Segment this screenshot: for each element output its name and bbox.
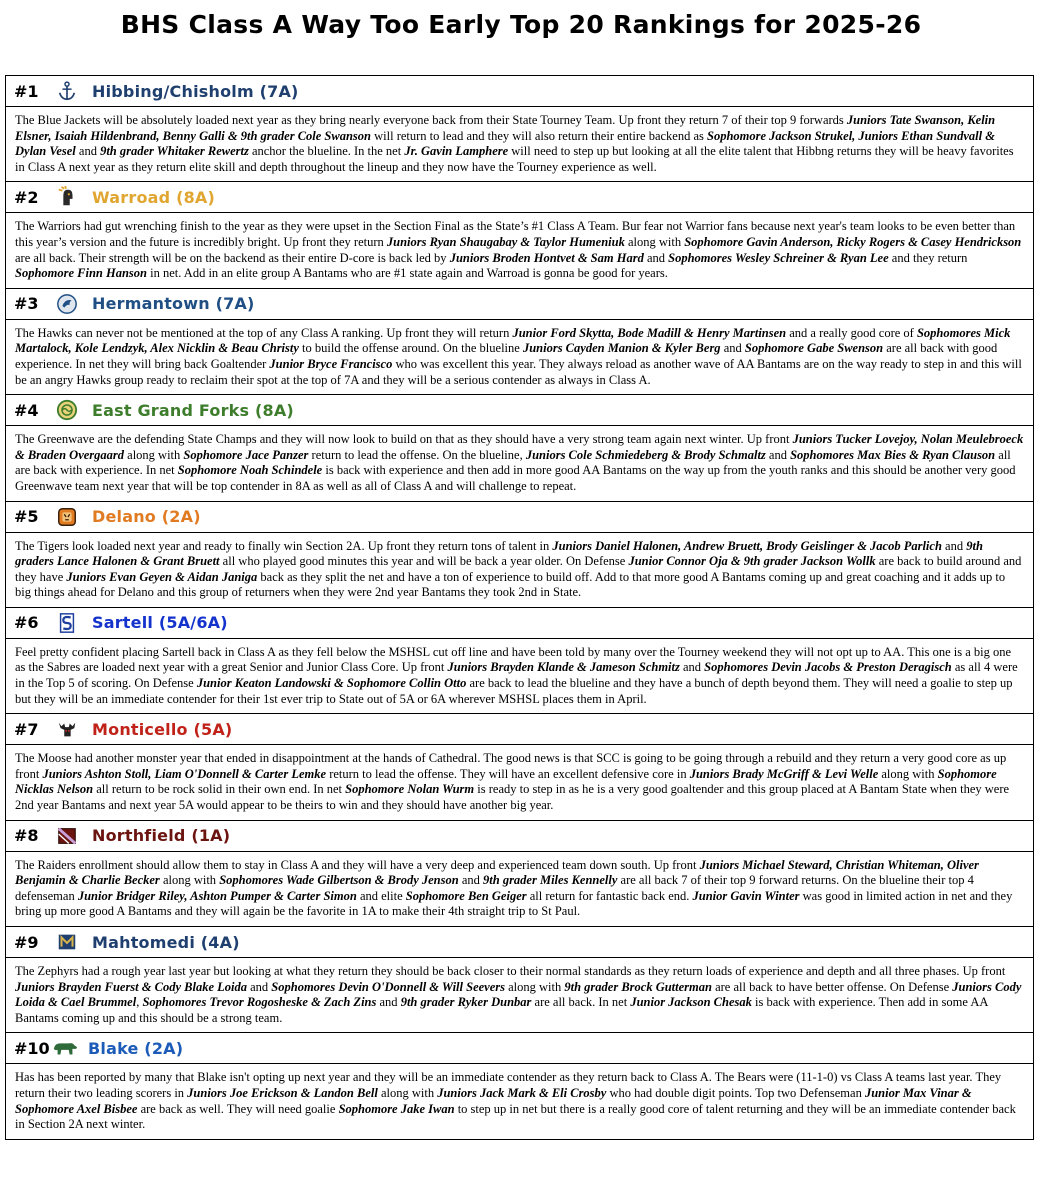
player-names: Juniors Jack Mark & Eli Crosby bbox=[437, 1085, 607, 1100]
player-names: Sophomore Finn Hanson bbox=[15, 266, 147, 281]
player-names: Sophomores Devin Jacobs & Preston Deragisch bbox=[704, 660, 952, 675]
team-header-5 bbox=[6, 502, 1033, 533]
player-names: Junior Bryce Francisco bbox=[269, 356, 393, 371]
player-names: Sophomore Jake Iwan bbox=[338, 1101, 455, 1116]
player-names: Sophomore Jackson Strukel, Juniors Ethan Sundvall & Dylan Vesel bbox=[15, 128, 995, 159]
rank-number: #5 bbox=[14, 507, 39, 526]
text-segment: return to lead the offense. On the blueline, bbox=[308, 447, 526, 462]
text-segment: and bbox=[376, 995, 401, 1010]
text-segment: The Hawks can never not be mentioned at the top of any Class A ranking. Up front they will return bbox=[15, 325, 513, 340]
rank-number: #1 bbox=[14, 81, 39, 101]
team-name: East Grand Forks (8A) bbox=[92, 400, 294, 420]
team-description-4 bbox=[6, 426, 1033, 501]
text-segment: , bbox=[136, 995, 143, 1010]
anchor-icon bbox=[56, 80, 78, 102]
player-names: Juniors Cayden Manion & Kyler Berg bbox=[522, 341, 721, 356]
text-segment: anchor the blueline. In the net bbox=[248, 144, 405, 159]
player-names: Junior Keaton Landowski & Sophomore Collin Otto bbox=[196, 676, 467, 691]
team-description-10 bbox=[6, 1064, 1033, 1139]
text-segment: are all back. Their strength will be on the backend as their entire D-core is back led by bbox=[15, 250, 450, 265]
rank-number: #3 bbox=[14, 294, 39, 314]
text-segment: and bbox=[941, 538, 967, 553]
text-segment: and bbox=[765, 447, 791, 462]
text-segment: along with bbox=[624, 234, 685, 249]
text-segment: in net. Add in an elite group A Bantams who are #1 state again and Warroad is gonna be good for years. bbox=[147, 266, 668, 281]
player-names: Junior Gavin Winter bbox=[692, 888, 800, 903]
zephyr-m-icon bbox=[56, 931, 78, 953]
text-segment: are all back 7 of their top 9 forward returns. On the blueline their top 4 defenseman bbox=[15, 873, 974, 903]
player-names: Juniors Broden Hontvet & Sam Hard bbox=[449, 250, 644, 265]
text-segment: return to lead the offense. They will have an excellent defensive core in bbox=[326, 766, 690, 781]
rank-number: #4 bbox=[14, 400, 39, 420]
text-segment: who had double digit points. Top two Defenseman bbox=[606, 1085, 865, 1100]
player-names: Juniors Cody Loida & Cael Brummel bbox=[15, 979, 1022, 1010]
text-segment: are back as well. They will need goalie bbox=[137, 1101, 339, 1116]
text-segment: and a really good core of bbox=[786, 325, 917, 340]
player-names: Juniors Brayden Klande & Jameson Schmitz bbox=[447, 660, 680, 675]
player-names: Juniors Evan Geyen & Aidan Janiga bbox=[66, 569, 258, 584]
text-segment: The Zephyrs had a rough year last year but looking at what they return they should be back closer to their normal standards as they return loads of experience and depth and all three phases. Up front bbox=[15, 964, 1006, 978]
text-segment: was good in limited action in net and they bring up more good A Bantams and they will again be the favorite in 1A to make their 4th straight trip to St Paul. bbox=[15, 888, 1013, 919]
player-names: Sophomore Nolan Wurm bbox=[345, 782, 475, 797]
text-segment: all who played good minutes this year and will be back a year older. On Defense bbox=[219, 554, 629, 569]
team-name: Delano (2A) bbox=[92, 507, 201, 526]
team-name: Monticello (5A) bbox=[92, 719, 233, 739]
team-header-3 bbox=[6, 289, 1033, 320]
player-names: Sophomores Wesley Schreiner & Ryan Lee bbox=[668, 250, 889, 265]
player-names: Junior Bridger Riley, Ashton Pumper & Carter Simon bbox=[77, 888, 357, 903]
team-description-3 bbox=[6, 320, 1033, 395]
team-header-8 bbox=[6, 821, 1033, 852]
player-names: Sophomore Noah Schindele bbox=[177, 463, 323, 478]
team-name: Mahtomedi (4A) bbox=[92, 932, 240, 952]
text-segment: will need to step up but looking at all the elite talent that Hibbng returns they will be heavy favorites in Class A next year as they return elite skill and depth throughout the lineup and they now have the Tourney experience as well. bbox=[15, 144, 1014, 174]
team-header-7 bbox=[6, 714, 1033, 745]
warrior-head-icon bbox=[56, 186, 78, 208]
text-segment: as all 4 were in the Top 5 of scoring. On Defense bbox=[15, 660, 1018, 691]
text-segment: all return to be rock solid in their own end. In net bbox=[93, 782, 346, 797]
player-names: Sophomore Nicklas Nelson bbox=[15, 766, 997, 797]
team-description-7 bbox=[6, 745, 1033, 820]
text-segment: is ready to step in as he is a very good goaltender and this group placed at A Bantam State when they were 2nd year Bantams and next year 5A would appear to be theirs to win and they should have another big year. bbox=[15, 782, 1010, 813]
player-names: Juniors Tucker Lovejoy, Nolan Meulebroeck & Braden Overgaard bbox=[15, 432, 1024, 462]
text-segment: and bbox=[75, 144, 101, 159]
player-names: Junior Connor Oja & 9th grader Jackson Wollk bbox=[628, 554, 876, 569]
team-description-8 bbox=[6, 852, 1033, 927]
rank-number: #6 bbox=[14, 613, 39, 633]
rank-number: #2 bbox=[14, 187, 39, 207]
text-segment: and bbox=[458, 873, 484, 888]
text-segment: along with bbox=[878, 766, 938, 781]
player-names: 9th grader Ryker Dunbar bbox=[400, 995, 532, 1010]
team-name: Sartell (5A/6A) bbox=[92, 613, 228, 633]
team-name: Hermantown (7A) bbox=[92, 294, 255, 314]
rankings-list bbox=[5, 75, 1034, 1140]
text-segment: is back with experience and then add in more good AA Bantams on the way up from the youth ranks and this should be another very good Greenwave team next year that will be top contender in 8A as well as all of Class A and will challenge to repeat. bbox=[15, 463, 1016, 493]
bear-icon bbox=[52, 1037, 78, 1059]
player-names: Juniors Joe Erickson & Landon Bell bbox=[187, 1085, 378, 1100]
text-segment: along with bbox=[377, 1085, 438, 1100]
player-names: Junior Ford Skytta, Bode Madill & Henry Martinsen bbox=[512, 325, 787, 340]
text-segment: and bbox=[246, 979, 272, 994]
text-segment: to build the offense around. On the blueline bbox=[298, 341, 523, 356]
player-names: Juniors Michael Steward, Christian Whiteman, Oliver Benjamin & Charlie Becker bbox=[15, 857, 979, 888]
rank-number: #9 bbox=[14, 932, 39, 952]
team-description-2 bbox=[6, 213, 1033, 288]
text-segment: along with bbox=[159, 873, 220, 888]
team-description-1 bbox=[6, 107, 1033, 182]
team-name: Northfield (1A) bbox=[92, 826, 231, 846]
page-title: BHS Class A Way Too Early Top 20 Rankings for 2025-26 bbox=[120, 10, 922, 39]
player-names: Sophomores Trevor Rogosheske & Zach Zins bbox=[142, 995, 377, 1010]
player-names: Sophomore Gabe Swenson bbox=[744, 341, 884, 356]
player-names: Sophomores Devin O'Donnell & Will Seevers bbox=[271, 979, 505, 994]
team-header-4 bbox=[6, 395, 1033, 426]
text-segment: along with bbox=[124, 447, 184, 462]
player-names: Juniors Brayden Fuerst & Cody Blake Loida bbox=[15, 979, 247, 994]
team-header-1 bbox=[6, 76, 1033, 107]
text-segment: and bbox=[720, 341, 745, 356]
text-segment: all are back with experience. In net bbox=[15, 447, 1011, 478]
text-segment: The Tigers look loaded next year and ready to finally win Section 2A. Up front they return tons of talent in bbox=[15, 538, 553, 553]
player-names: Sophomores Mick Martalock, Kole Lendzyk, Alex Nicklin & Beau Christy bbox=[15, 325, 1011, 356]
player-names: Jr. Gavin Lamphere bbox=[404, 144, 509, 159]
text-segment: The Raiders enrollment should allow them to stay in Class A and they will have a very deep and experienced team down south. Up front bbox=[15, 857, 700, 872]
player-names: Sophomores Wade Gilbertson & Brody Jenson bbox=[219, 873, 459, 888]
rank-number: #8 bbox=[14, 826, 39, 846]
text-segment: will return to lead and they will also return their entire backend as bbox=[371, 128, 707, 143]
text-segment: are back to build around and they have bbox=[15, 554, 1022, 584]
sabre-s-icon bbox=[56, 612, 78, 634]
greenwave-icon bbox=[56, 399, 78, 421]
text-segment: and bbox=[679, 660, 705, 675]
player-names: Juniors Brady McGriff & Levi Welle bbox=[689, 766, 879, 781]
tiger-icon bbox=[56, 506, 78, 528]
text-segment: all return for fantastic back end. bbox=[526, 888, 693, 903]
player-names: Juniors Daniel Halonen, Andrew Bruett, Brody Geislinger & Jacob Parlich bbox=[552, 538, 942, 553]
player-names: 9th grader Brock Gutterman bbox=[564, 979, 712, 994]
text-segment: The Warriors had gut wrenching finish to the year as they were upset in the Section Final as the State’s #1 Class A Team. Bur fear not Warrior fans because next year's team looks to be even better than this year’s version and the future is incredibly bright. Up front they return bbox=[15, 219, 1016, 249]
rank-number: #10 bbox=[14, 1038, 50, 1058]
text-segment: are all back to have better offense. On Defense bbox=[711, 979, 953, 994]
player-names: Sophomores Max Bies & Ryan Clauson bbox=[790, 447, 996, 462]
moose-icon bbox=[56, 718, 78, 740]
text-segment: The Greenwave are the defending State Champs and they will now look to build on that as they should have a very strong team again next winter. Up front bbox=[15, 432, 793, 447]
player-names: Sophomore Gavin Anderson, Ricky Rogers & Casey Hendrickson bbox=[684, 234, 1022, 249]
text-segment: Has has been reported by many that Blake isn't opting up next year and they will be an immediate contender as they return back to Class A. The Bears were (11-1-0) vs Class A teams last year. They return their two leading scorers in bbox=[15, 1070, 1002, 1100]
player-names: Juniors Tate Swanson, Kelin Elsner, Isaiah Hildenbrand, Benny Galli & 9th grader Cole Swanson bbox=[15, 113, 996, 143]
text-segment: Feel pretty confident placing Sartell back in Class A as they fell below the MSHSL cut off line and have been told by many over the Tourney weekend they will not opt up to AA. This one is a big one as the Sabres are loaded next year with a great Senior and Junior Class Core. Up front bbox=[15, 644, 1012, 675]
player-names: 9th graders Lance Halonen & Grant Bruett bbox=[15, 538, 983, 569]
team-name: Warroad (8A) bbox=[92, 187, 216, 207]
text-segment: The Blue Jackets will be absolutely loaded next year as they bring nearly everyone back from their State Tourney Team. Up front they return 7 of their top 9 forwards bbox=[15, 113, 847, 127]
raider-flag-icon bbox=[56, 825, 78, 847]
text-segment: and bbox=[643, 250, 669, 265]
text-segment: to step up in net but there is a really good core of talent returning and they will be an immediate contender back in Section 2A next winter. bbox=[15, 1101, 1016, 1132]
player-names: Junior Max Vinar & Sophomore Axel Bisbee bbox=[15, 1085, 972, 1116]
text-segment: and elite bbox=[356, 888, 406, 903]
hawk-icon bbox=[56, 293, 78, 315]
rank-number: #7 bbox=[14, 719, 39, 739]
player-names: Juniors Cole Schmiedeberg & Brody Schmaltz bbox=[525, 447, 766, 462]
text-segment: back as they split the net and have a ton of experience to build off. Add to that more good A Bantams coming up and great coaching and it adds up to big things ahead for Delano and this group of returners when they were 2nd year Bantams they took 2nd in State. bbox=[15, 569, 1006, 600]
team-header-2 bbox=[6, 182, 1033, 213]
player-names: Junior Jackson Chesak bbox=[630, 995, 752, 1010]
team-name: Blake (2A) bbox=[88, 1038, 184, 1058]
team-header-9 bbox=[6, 927, 1033, 958]
team-header-6 bbox=[6, 608, 1033, 639]
player-names: Sophomore Jace Panzer bbox=[183, 447, 309, 462]
player-names: Sophomore Ben Geiger bbox=[405, 888, 527, 903]
team-header-10 bbox=[6, 1033, 1033, 1064]
team-description-6 bbox=[6, 639, 1033, 714]
text-segment: along with bbox=[505, 979, 565, 994]
text-segment: is back with experience. Then add in some AA Bantams coming up and this should be a strong team. bbox=[15, 995, 988, 1025]
player-names: Juniors Ryan Shaugabay & Taylor Humeniuk bbox=[386, 234, 625, 249]
player-names: Juniors Ashton Stoll, Liam O'Donnell & Carter Lemke bbox=[42, 766, 327, 781]
player-names: 9th grader Miles Kennelly bbox=[483, 873, 618, 888]
text-segment: are all back with good experience. In net they will bring back Goaltender bbox=[15, 341, 998, 371]
text-segment: The Moose had another monster year that ended in disappointment at the hands of Cathedral. The good news is that SCC is going to be going through a rebuild and they return a very good core as up front bbox=[15, 751, 1007, 781]
text-segment: and they return bbox=[888, 250, 968, 265]
text-segment: are all back. In net bbox=[531, 995, 631, 1010]
text-segment: who was excellent this year. They always reload as another wave of AA Bantams are on the way ready to step in and this will be an angry Hawks group ready to reclaim their spot at the top of 7A and they will be a serious contender as always in Class A. bbox=[15, 356, 1022, 387]
team-name: Hibbing/Chisholm (7A) bbox=[92, 81, 299, 101]
team-description-5 bbox=[6, 533, 1033, 608]
text-segment: are back to lead the blueline and they have a bunch of depth beyond them. They will need a goalie to step up but they will be an immediate contender for their 1st ever trip to State out of 5A or 6A wherever MSHSL places them in April. bbox=[15, 676, 1013, 706]
team-description-9 bbox=[6, 958, 1033, 1033]
player-names: 9th grader Whitaker Rewertz bbox=[100, 144, 249, 159]
